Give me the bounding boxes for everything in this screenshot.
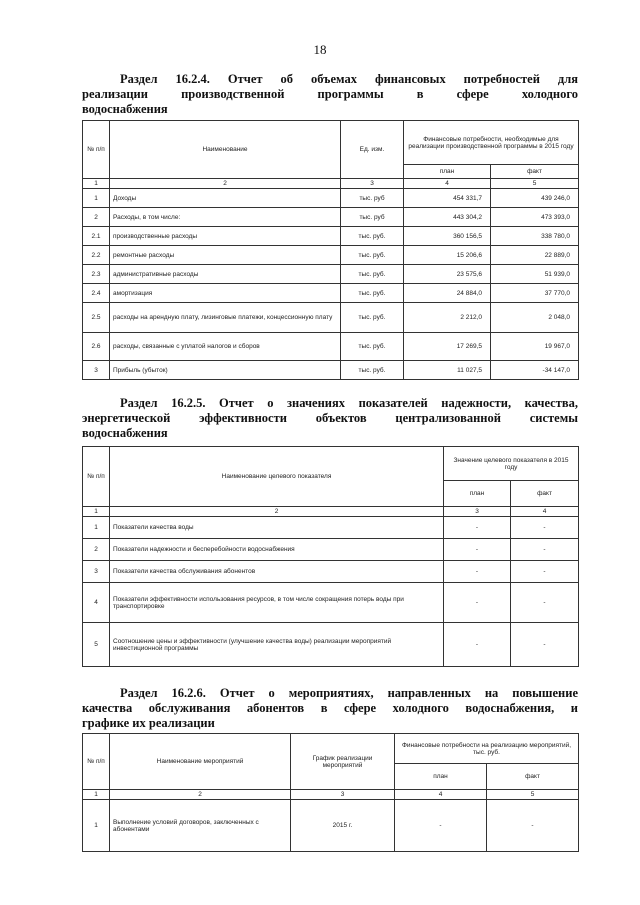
col-fact-header: факт — [491, 165, 579, 179]
row-name: административные расходы — [110, 265, 341, 284]
table-row — [83, 561, 579, 583]
row-fact: 22 889,0 — [491, 246, 579, 265]
row-num: 2.1 — [83, 227, 110, 246]
measures-table — [82, 733, 579, 852]
table-row — [83, 517, 579, 539]
table-row — [83, 284, 579, 303]
row-fact: - — [511, 583, 579, 623]
row-unit: тыс. руб. — [341, 265, 404, 284]
index-cell: 1 — [83, 507, 110, 517]
heading-line: энергетической эффективности объектов централизованной системы — [82, 411, 578, 425]
col-name-header: Наименование мероприятий — [110, 734, 291, 790]
row-name: Расходы, в том числе: — [110, 208, 341, 227]
row-name: расходы на арендную плату, лизинговые платежи, концессионную плату — [110, 303, 341, 333]
row-name: Показатели эффективности использования ресурсов, в том числе сокращения потерь воды при транспортировке — [110, 583, 444, 623]
table-row — [83, 208, 579, 227]
row-name: Показатели качества обслуживания абонентов — [110, 561, 444, 583]
col-plan-header: план — [395, 764, 487, 790]
row-plan: - — [444, 583, 511, 623]
table-row — [83, 227, 579, 246]
row-fact: - — [487, 800, 579, 852]
row-fact: - — [511, 539, 579, 561]
row-unit: тыс. руб. — [341, 303, 404, 333]
row-fact: - — [511, 517, 579, 539]
row-name: ремонтные расходы — [110, 246, 341, 265]
row-fact: - — [511, 623, 579, 667]
row-num: 1 — [83, 189, 110, 208]
index-cell: 4 — [511, 507, 579, 517]
row-unit: тыс. руб — [341, 208, 404, 227]
heading-line: водоснабжения — [82, 426, 168, 440]
heading-line: реализации производственной программы в сфере холодного — [82, 87, 578, 101]
row-unit: тыс. руб. — [341, 284, 404, 303]
row-name: Показатели качества воды — [110, 517, 444, 539]
page-number: 18 — [313, 42, 327, 57]
row-plan: 454 331,7 — [404, 189, 491, 208]
index-cell: 1 — [83, 179, 110, 189]
col-name-header: Наименование целевого показателя — [110, 447, 444, 507]
table-row — [83, 583, 579, 623]
col-fact-header: факт — [511, 481, 579, 507]
index-cell: 4 — [404, 179, 491, 189]
row-fact: - — [511, 561, 579, 583]
row-name: Соотношение цены и эффективности (улучшение качества воды) реализации мероприятий инвестиционной программы — [110, 623, 444, 667]
row-fact: 51 939,0 — [491, 265, 579, 284]
row-num: 2 — [83, 539, 110, 561]
table-row — [83, 265, 579, 284]
row-name: амортизация — [110, 284, 341, 303]
table-row — [83, 303, 579, 333]
row-fact: 19 967,0 — [491, 333, 579, 361]
row-unit: тыс. руб. — [341, 246, 404, 265]
row-schedule: 2015 г. — [291, 800, 395, 852]
index-cell: 1 — [83, 790, 110, 800]
row-plan: 15 206,6 — [404, 246, 491, 265]
index-cell: 5 — [487, 790, 579, 800]
index-cell: 2 — [110, 179, 341, 189]
row-name: расходы, связанные с уплатой налогов и сборов — [110, 333, 341, 361]
indicators-table — [82, 446, 579, 667]
col-group-header: Значение целевого показателя в 2015 году — [444, 447, 579, 481]
row-plan: - — [444, 623, 511, 667]
row-unit: тыс. руб. — [341, 227, 404, 246]
col-name-header: Наименование — [110, 121, 341, 179]
index-cell: 5 — [491, 179, 579, 189]
heading-line: Раздел 16.2.5. Отчет о значениях показателей надежности, качества, — [120, 396, 578, 410]
col-group-header: Финансовые потребности на реализацию мероприятий, тыс. руб. — [395, 734, 579, 764]
row-plan: 24 884,0 — [404, 284, 491, 303]
row-num: 2.3 — [83, 265, 110, 284]
table-row — [83, 800, 579, 852]
table-row — [83, 246, 579, 265]
col-unit-header: Ед. изм. — [341, 121, 404, 179]
col-num-header: № п/п — [83, 121, 110, 179]
row-fact: 439 246,0 — [491, 189, 579, 208]
row-num: 1 — [83, 800, 110, 852]
section-16-2-4-heading — [82, 72, 578, 117]
heading-line: качества обслуживания абонентов в сфере холодного водоснабжения, и — [82, 701, 578, 715]
index-cell: 2 — [110, 790, 291, 800]
section-16-2-6-heading — [82, 686, 578, 731]
heading-line: Раздел 16.2.4. Отчет об объемах финансовых потребностей для — [120, 72, 578, 86]
row-num: 2.6 — [83, 333, 110, 361]
index-cell: 4 — [395, 790, 487, 800]
row-plan: 11 027,5 — [404, 361, 491, 380]
row-plan: - — [444, 539, 511, 561]
row-plan: - — [395, 800, 487, 852]
heading-line: Раздел 16.2.6. Отчет о мероприятиях, направленных на повышение — [120, 686, 578, 700]
col-plan-header: план — [404, 165, 491, 179]
row-plan: 23 575,6 — [404, 265, 491, 284]
row-plan: 443 304,2 — [404, 208, 491, 227]
table-row — [83, 623, 579, 667]
index-cell: 2 — [110, 507, 444, 517]
col-num-header: № п/п — [83, 447, 110, 507]
table-row — [83, 189, 579, 208]
row-unit: тыс. руб. — [341, 333, 404, 361]
row-plan: - — [444, 517, 511, 539]
index-cell: 3 — [444, 507, 511, 517]
row-name: Прибыль (убыток) — [110, 361, 341, 380]
row-num: 3 — [83, 561, 110, 583]
row-fact: 473 393,0 — [491, 208, 579, 227]
row-name: Доходы — [110, 189, 341, 208]
row-fact: -34 147,0 — [491, 361, 579, 380]
row-num: 2.5 — [83, 303, 110, 333]
col-plan-header: план — [444, 481, 511, 507]
row-unit: тыс. руб. — [341, 361, 404, 380]
row-fact: 338 780,0 — [491, 227, 579, 246]
row-unit: тыс. руб — [341, 189, 404, 208]
row-num: 2.2 — [83, 246, 110, 265]
row-fact: 2 048,0 — [491, 303, 579, 333]
row-plan: 17 269,5 — [404, 333, 491, 361]
col-fact-header: факт — [487, 764, 579, 790]
row-num: 5 — [83, 623, 110, 667]
table-row — [83, 361, 579, 380]
heading-line: водоснабжения — [82, 102, 168, 116]
col-group-header: Финансовые потребности, необходимые для реализации производственной программы в 2015 году — [404, 121, 579, 165]
table-row — [83, 539, 579, 561]
row-num: 1 — [83, 517, 110, 539]
row-name: производственные расходы — [110, 227, 341, 246]
row-num: 3 — [83, 361, 110, 380]
row-num: 4 — [83, 583, 110, 623]
index-cell: 3 — [341, 179, 404, 189]
heading-line: графике их реализации — [82, 716, 215, 730]
section-16-2-5-heading — [82, 396, 578, 441]
financial-needs-table — [82, 120, 579, 380]
index-cell: 3 — [291, 790, 395, 800]
col-schedule-header: График реализации мероприятий — [291, 734, 395, 790]
row-name: Показатели надежности и бесперебойности водоснабжения — [110, 539, 444, 561]
row-num: 2.4 — [83, 284, 110, 303]
table-row — [83, 333, 579, 361]
row-plan: - — [444, 561, 511, 583]
row-plan: 2 212,0 — [404, 303, 491, 333]
row-fact: 37 770,0 — [491, 284, 579, 303]
row-name: Выполнение условий договоров, заключенных с абонентами — [110, 800, 291, 852]
row-plan: 360 156,5 — [404, 227, 491, 246]
row-num: 2 — [83, 208, 110, 227]
col-num-header: № п/п — [83, 734, 110, 790]
